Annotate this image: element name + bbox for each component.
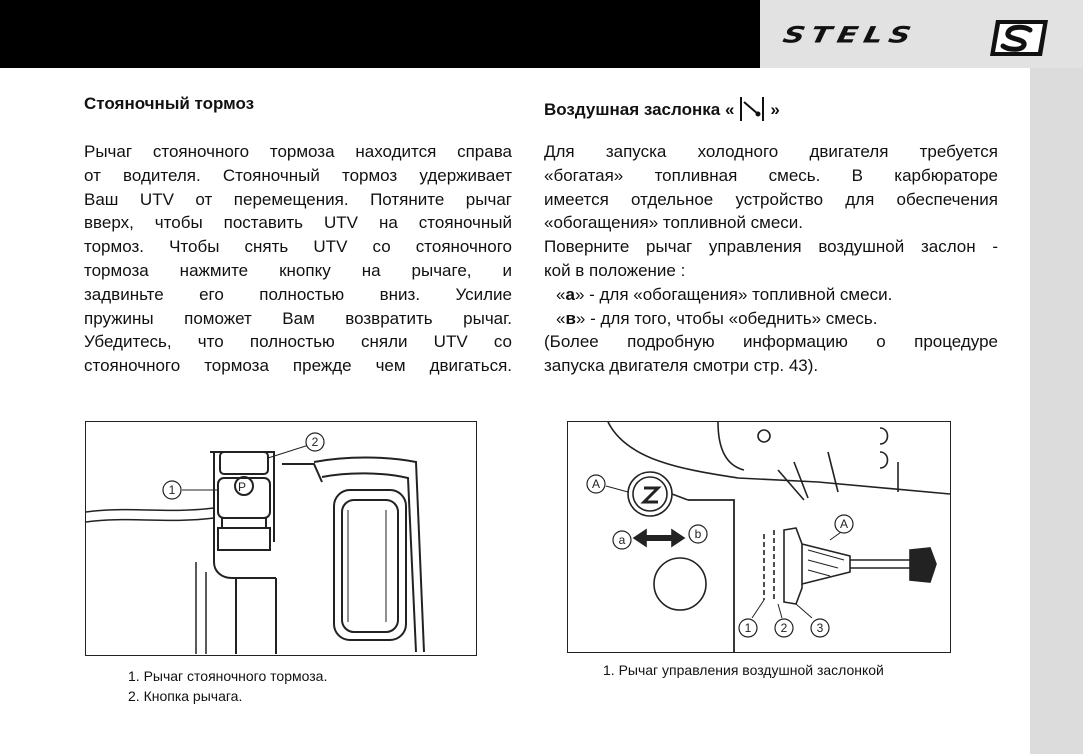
svg-text:1: 1 [744,621,752,635]
svg-text:A: A [591,477,601,491]
text-line: вверх, чтобы поставить UTV на стояночный [84,213,512,233]
text-line: тормоз. Чтобы снять UTV со стояночного [84,237,512,257]
text-line: Для запуска холодного двигателя требуется [544,142,998,161]
text-line: Убедитесь, что полностью сняли UTV со [84,332,512,352]
parking-brake-captions [128,666,327,706]
option-b-key: в [565,308,576,328]
figure-label-3 [811,619,829,637]
text-line: «обогащения» топливной смеси. [544,213,804,233]
choke-text [544,140,998,378]
svg-text:3: 3 [816,621,824,635]
figure-label-1 [739,619,757,637]
figure-label-A [587,475,605,493]
figure-label-A-inset [835,515,853,533]
quote-close: » [770,100,780,119]
text-line: Поверните рычаг управления воздушной заслон - [544,237,998,257]
svg-text:2: 2 [311,435,319,449]
header-bar [0,0,760,68]
figure-label-1 [163,481,181,499]
caption-line: 1. Рычаг управления воздушной заслонкой [603,662,884,678]
text-line: «богатая» топливная смесь. В карбюраторе [544,165,998,185]
caption-line: 1. Рычаг стояночного тормоза. [128,668,328,684]
svg-text:P: P [238,480,247,494]
side-band [1030,68,1083,754]
svg-text:a: a [618,533,626,547]
figure-label-a [613,531,631,549]
parking-brake-illustration [86,422,476,655]
text-line: пружины поможет Вам возвратить рычаг. [84,308,512,328]
parking-brake-figure [85,421,477,656]
choke-figure [567,421,951,653]
text-line: от водителя. Стояночный тормоз удерживает [84,165,512,185]
figure-label-b [689,525,707,543]
svg-text:1: 1 [168,483,176,497]
choke-illustration [568,422,950,652]
quote-open: « [724,100,735,119]
choke-heading [544,96,780,122]
text-line: Ваш UTV от перемещения. Потяните рычаг [84,189,512,209]
option-a-line: «а» - для «обогащения» топливной смеси. [556,284,893,304]
option-a-key: а [565,284,575,304]
figure-label-2 [775,619,793,637]
caption-line: 2. Кнопка рычага. [128,688,243,704]
text-line: стояночного тормоза прежде чем двигаться. [84,356,512,376]
svg-text:2: 2 [780,621,788,635]
text-line: (Более подробную информацию о процедуре [544,332,998,352]
text-line: тормоза нажмите кнопку на рычаге, и [84,260,512,280]
text-line: кой в положение : [544,260,686,280]
parking-brake-text [84,140,512,378]
choke-heading-text: Воздушная заслонка [544,100,721,119]
figure-label-2 [306,433,324,451]
choke-icon [738,96,766,122]
brand-logo-text: STELS [780,22,920,49]
brand-logo-icon [986,16,1052,60]
text-line: Рычаг стояночного тормоза находится справа [84,142,512,161]
svg-text:b: b [694,527,702,541]
option-b-line: «в» - для того, чтобы «обеднить» смесь. [556,308,878,328]
parking-brake-heading: Стояночный тормоз [84,94,255,113]
choke-caption [603,660,884,680]
text-line: задвиньте его полностью вниз. Усилие [84,284,512,304]
text-line: имеется отдельное устройство для обеспечения [544,189,998,209]
text-line: запуска двигателя смотри стр. 43). [544,356,819,376]
svg-text:A: A [839,517,849,531]
